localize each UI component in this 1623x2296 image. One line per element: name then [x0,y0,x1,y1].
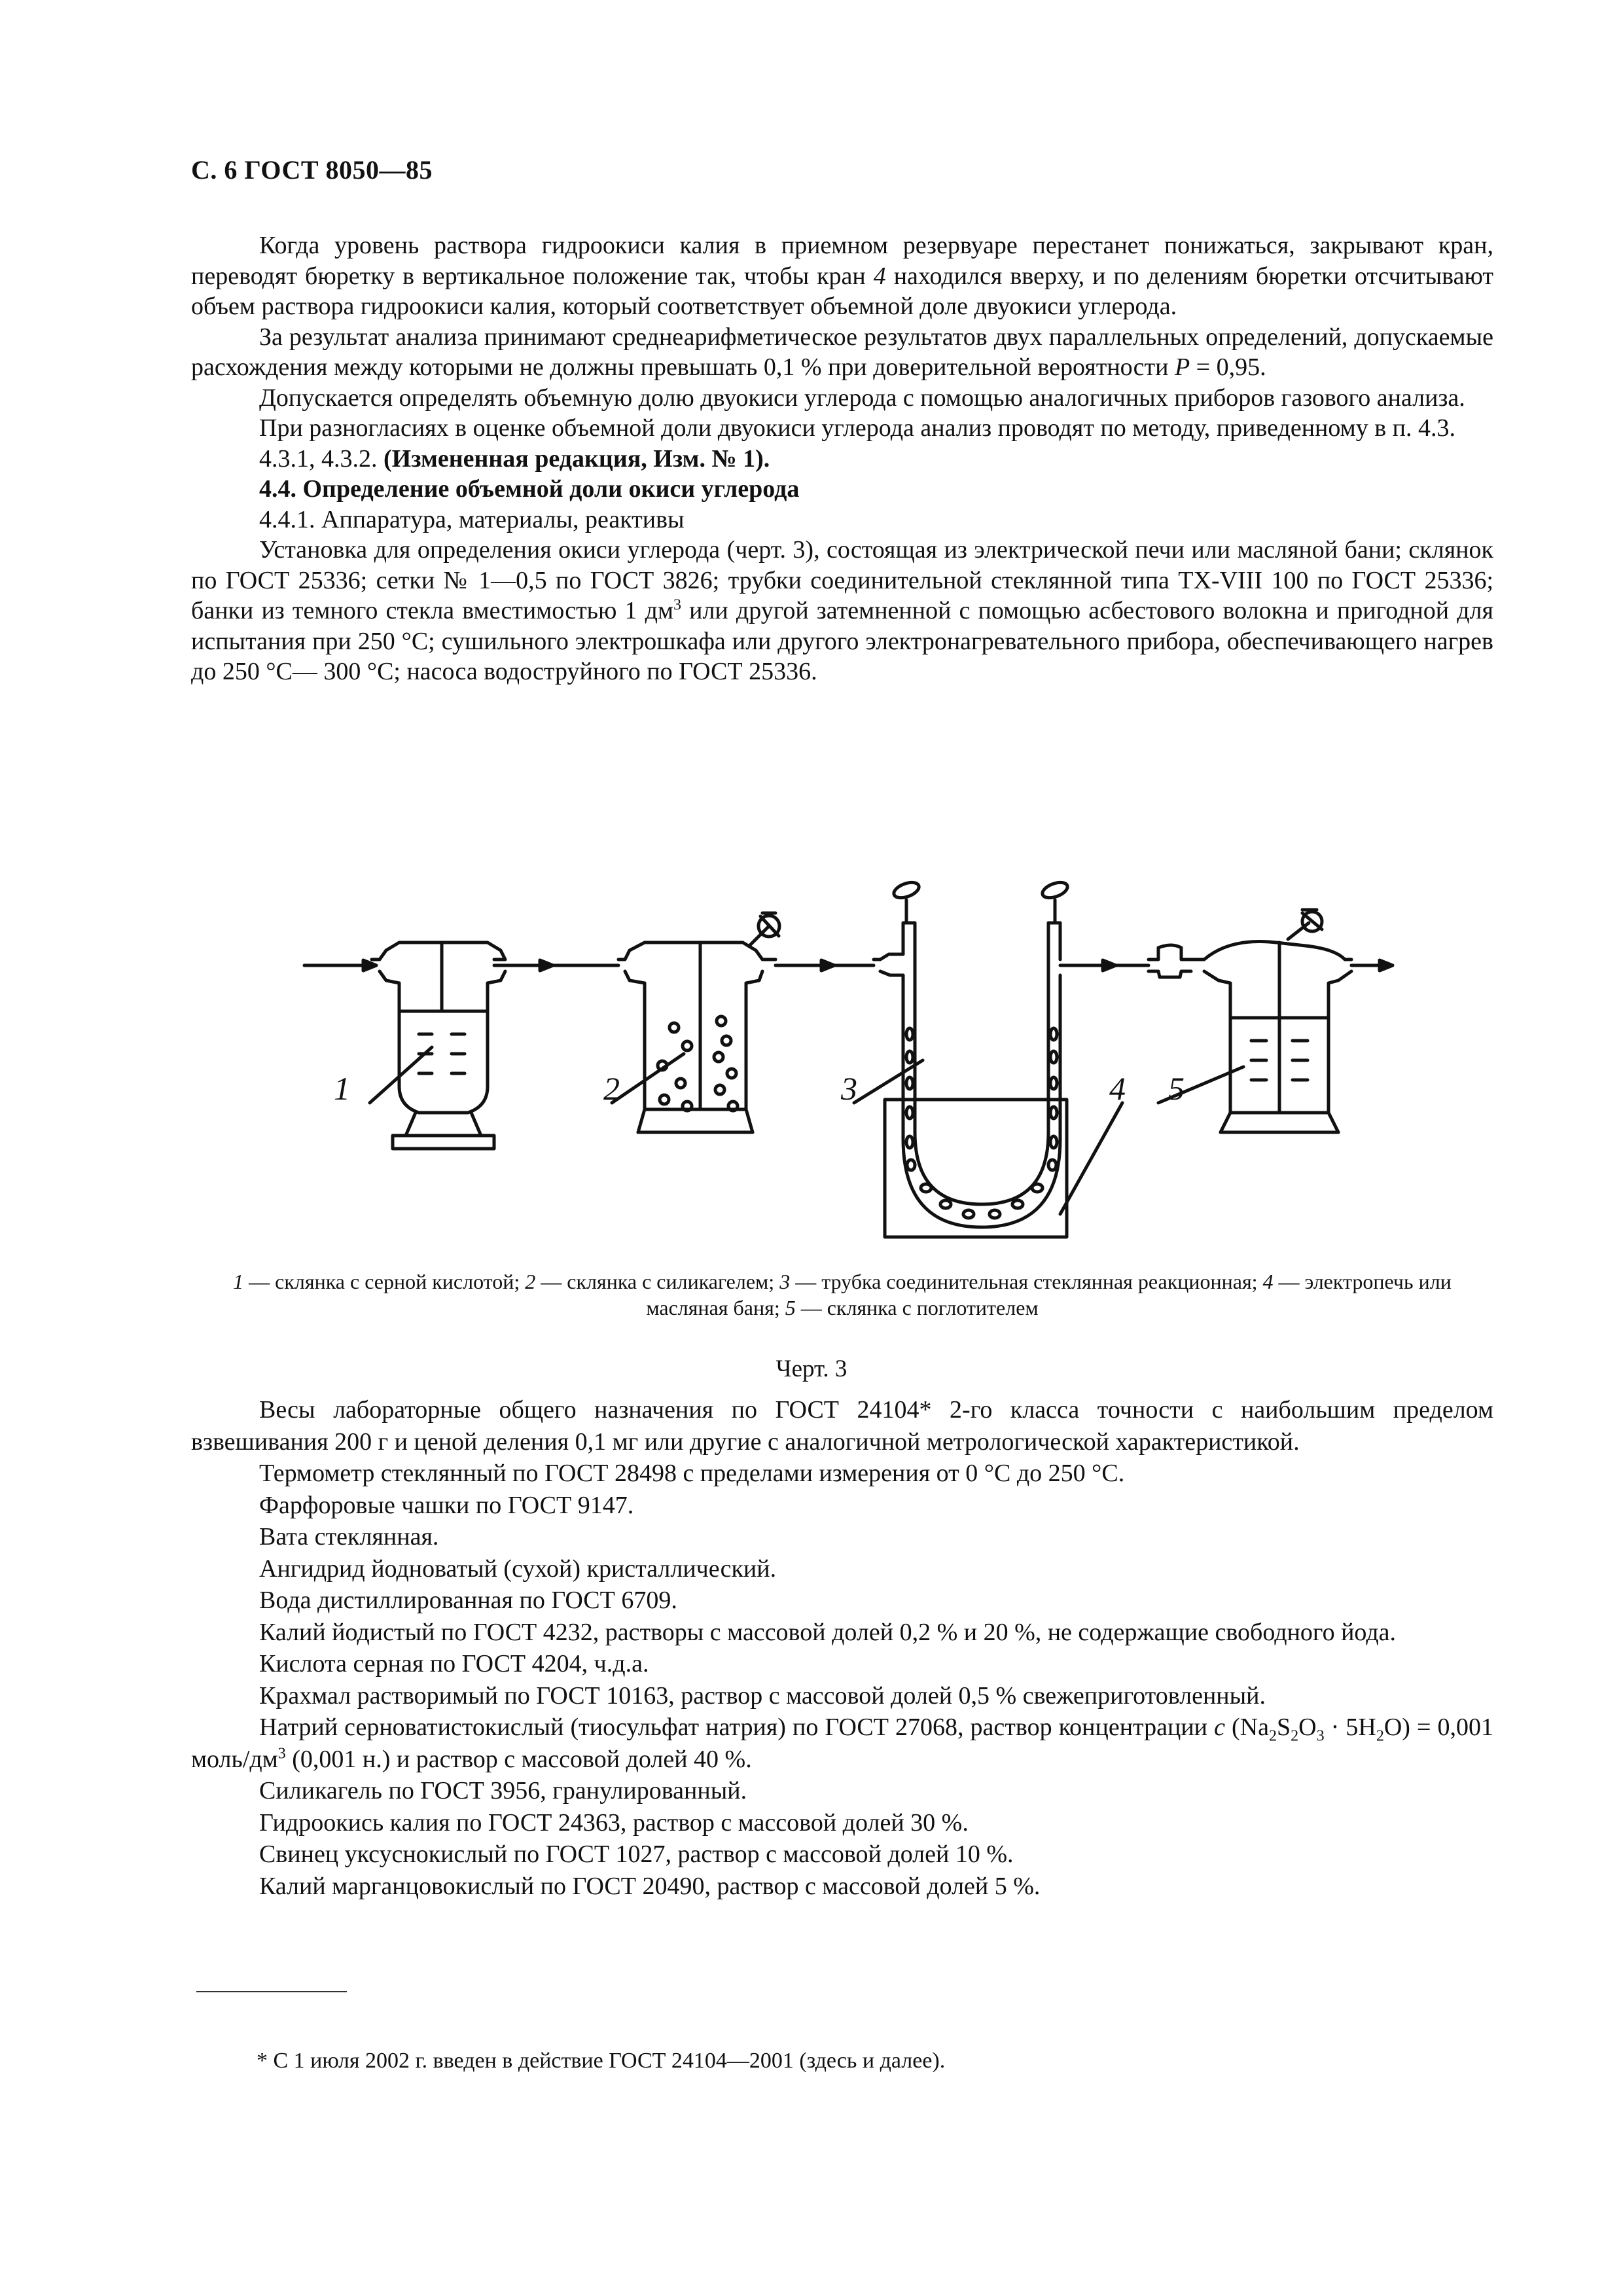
paragraph-text: За результат анализа принимают среднеарифметическое результатов двух параллельных определений, допускаемые расхождения между которыми не должны превышать 0,1 % при доверительной вероятности [191,323,1493,381]
subscript: 2 [1291,1727,1299,1745]
section-heading [191,474,1493,505]
list-item: Вода дистиллированная по ГОСТ 6709. [259,1587,677,1614]
materials-list [191,1394,1493,1902]
paragraph [191,444,1493,475]
figure-label-5: 5 [1168,1070,1185,1107]
page-header: С. 6 ГОСТ 8050—85 [191,155,433,185]
flask-2 [612,913,779,1132]
caption-text: — склянка с силикагелем; [535,1270,780,1293]
body-text [191,230,1493,687]
flask-5 [1158,910,1351,1132]
arrow-icon [540,960,553,971]
paragraph-text: Когда уровень раствора гидроокиси калия в приемном резервуаре перестанет понижаться, закрывают кран, переводят бюретку в вертикальное положение так, чтобы кран [191,232,1493,290]
formula-italic: c [1214,1713,1225,1741]
paragraph [191,322,1493,383]
figure-title: Черт. 3 [776,1355,847,1382]
figure-label-4: 4 [1109,1070,1126,1107]
amendment-note: (Измененная редакция, Изм. № 1). [383,444,770,473]
list-item: Свинец уксуснокислый по ГОСТ 1027, раствор с массовой долей 10 %. [259,1840,1014,1868]
list-item: Калий йодистый по ГОСТ 4232, растворы с массовой долей 0,2 % и 20 %, не содержащие свободного йода. [259,1618,1397,1646]
subscript: 2 [1376,1727,1384,1745]
caption-number: 1 [233,1270,244,1293]
formula-text: O) = 0,001 моль/дм [191,1713,1493,1773]
flask-1 [370,942,505,1149]
formula-text: · 5H [1324,1713,1376,1741]
figure-label-3: 3 [841,1070,857,1107]
list-item: Калий марганцовокислый по ГОСТ 20490, раствор с массовой долей 5 %. [259,1872,1041,1900]
subscript: 2 [1268,1727,1277,1745]
paragraph: Допускается определять объемную долю двуокиси углерода с помощью аналогичных приборов газового анализа. [259,384,1465,412]
caption-text: — склянка с серной кислотой; [243,1270,526,1293]
caption-text: — склянка с поглотителем [795,1296,1039,1319]
arrow-icon [363,960,376,971]
formula-text: O [1298,1713,1317,1741]
list-item: Ангидрид йодноватый (сухой) кристаллический. [259,1554,777,1583]
caption-text: — электропечь или масляная баня; [646,1270,1452,1319]
formula-text: S [1276,1713,1291,1741]
u-tube-3 [854,880,1122,1237]
paragraph [191,230,1493,322]
arrow-icon [821,960,834,971]
list-text: Натрий серноватистокислый (тиосульфат натрия) по ГОСТ 27068, раствор концентрации [259,1713,1215,1741]
formula-text: (Na [1224,1713,1269,1741]
paragraph-text: Установка для определения окиси углерода (черт. 3), состоящая из электрической печи или масляной бани; склянок по ГОСТ 25336; сетки № 1—0,5 по ГОСТ 3826; трубки соединительной стеклянной типа ТХ-VIII 100 по ГОСТ 25336; банки из темного стекла вместимостью 1 дм [191,536,1493,624]
caption-text: — трубка соединительная стеклянная реакционная; [790,1270,1263,1293]
arrow-icon [1103,960,1116,971]
section-heading-text: 4.4. Определение объемной доли окиси углерода [259,475,800,503]
paragraph: 4.4.1. Аппаратура, материалы, реактивы [259,505,685,533]
paragraph-italic: 4 [873,262,886,290]
list-item: Гидроокись калия по ГОСТ 24363, раствор с массовой долей 30 %. [259,1808,969,1837]
paragraph: При разногласиях в оценке объемной доли двуокиси углерода анализ проводят по методу, приведенному в п. 4.3. [259,414,1455,442]
caption-number: 5 [785,1296,796,1319]
superscript: 3 [673,596,682,614]
paragraph-text: 4.3.1, 4.3.2. [259,444,383,473]
list-item: Кислота серная по ГОСТ 4204, ч.д.а. [259,1650,649,1677]
figure-label-2: 2 [603,1070,620,1107]
figure-label-1: 1 [334,1070,350,1107]
superscript: 3 [277,1744,286,1762]
caption-number: 2 [525,1270,536,1293]
list-item: Крахмал растворимый по ГОСТ 10163, раствор с массовой долей 0,5 % свежеприготовленный. [259,1681,1266,1710]
list-item [191,1712,1493,1775]
paragraph-text: или другой затемненной с помощью асбестового волокна и пригодной для испытания при 250 °С; сушильного электрошкафа или другого электронагревательного прибора, обеспечивающего нагрев до 250 °С— 300 °С; насоса водоструйного по ГОСТ 25336. [191,597,1493,685]
caption-number: 3 [779,1270,791,1293]
apparatus-diagram [294,870,1420,1257]
paragraph [191,535,1493,687]
paragraph-text: = 0,95. [1190,353,1266,381]
list-item: Термометр стеклянный по ГОСТ 28498 с пределами измерения от 0 °С до 250 °С. [259,1460,1125,1487]
list-item: Фарфоровые чашки по ГОСТ 9147. [259,1491,634,1519]
footnote-divider [196,1991,347,1992]
footnote: * C 1 июля 2002 г. введен в действие ГОСТ 24104—2001 (здесь и далее). [257,2049,946,2073]
caption-number: 4 [1262,1270,1274,1293]
subscript: 3 [1316,1727,1325,1745]
figure-caption [191,1268,1493,1321]
hose-connector [1149,945,1191,960]
list-item: Весы лабораторные общего назначения по ГОСТ 24104* 2-го класса точности с наибольшим пределом взвешивания 200 г и ценой деления 0,1 мг или другие с аналогичной метрологической характеристикой. [191,1396,1493,1456]
list-item: Вата стеклянная. [259,1523,439,1551]
paragraph-italic: P [1174,353,1190,381]
arrow-icon [1380,960,1393,971]
list-item: Силикагель по ГОСТ 3956, гранулированный. [259,1777,747,1804]
paragraph-text: находился вверху, и по делениям бюретки отсчитывают объем раствора гидроокиси калия, который соответствует объемной доле двуокиси углерода. [191,262,1493,320]
list-text: (0,001 н.) и раствор с массовой долей 40 %. [285,1745,752,1773]
